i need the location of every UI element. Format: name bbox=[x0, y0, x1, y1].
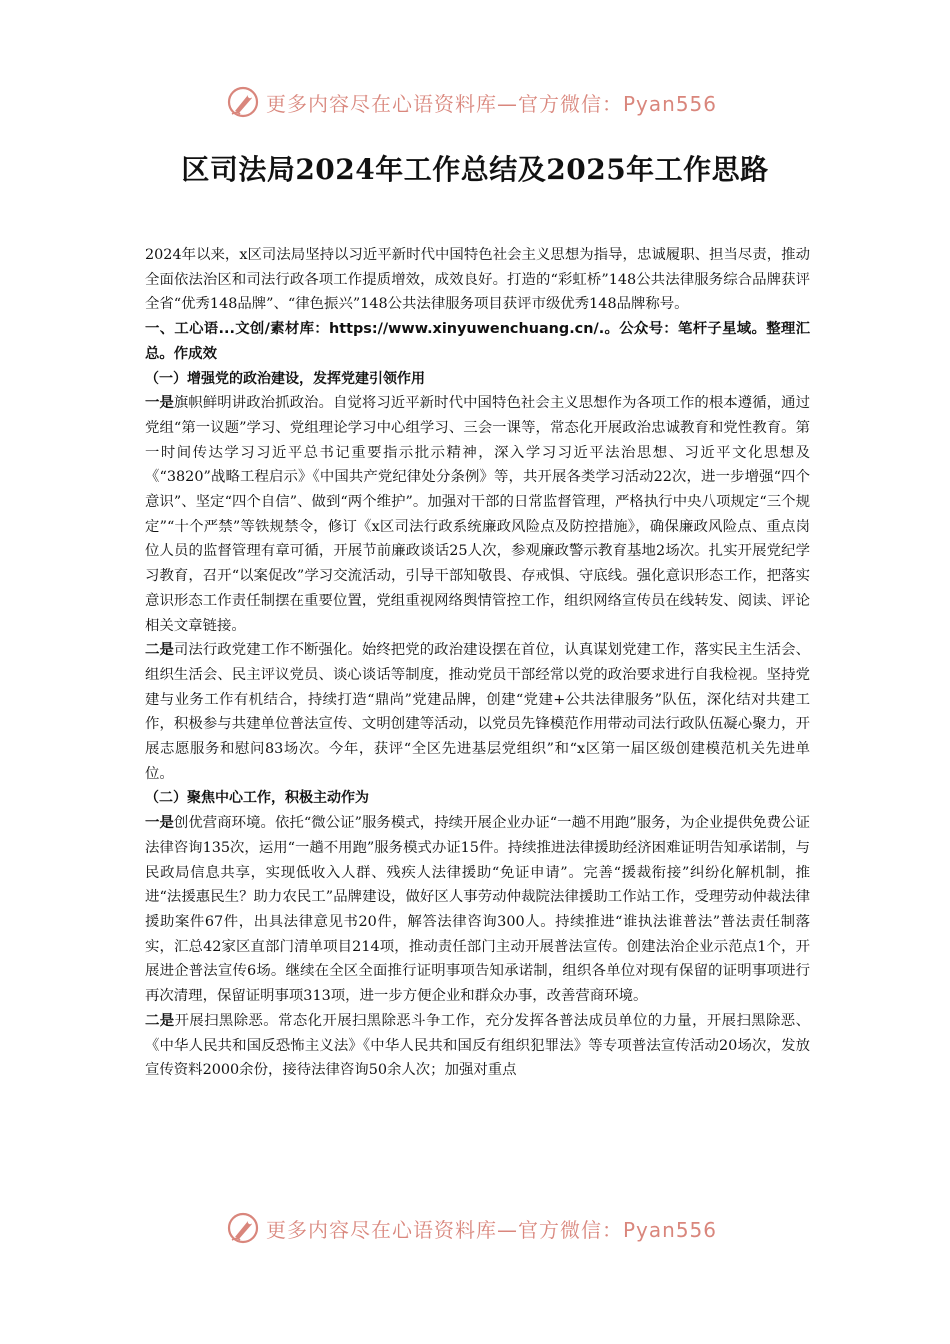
pen-nib-logo-icon bbox=[226, 85, 260, 119]
subsection-heading-2: （二）聚焦中心工作，积极主动作为 bbox=[145, 790, 369, 807]
document-body bbox=[145, 243, 810, 1083]
paragraph-lead: 二是 bbox=[145, 1012, 175, 1029]
section-heading-1: 一、工心语...文创/素材库：https://www.xinyuwenchuang.cn/.。公众号：笔杆子星域。整理汇总。作成效 bbox=[145, 321, 810, 362]
paragraph-4 bbox=[145, 1009, 810, 1083]
pen-nib-logo-icon bbox=[226, 1211, 260, 1245]
paragraph-lead: 二是 bbox=[145, 642, 174, 659]
paragraph-3 bbox=[145, 811, 810, 1009]
paragraph-text: 创优营商环境。依托“微公证”服务模式，持续开展企业办证“一趟不用跑”服务，为企业提供免费公证法律咨询135次，运用“一趟不用跑”服务模式办证15件。持续推进法律援助经济困难证明告知承诺制，与民政局信息共享，实现低收入人群、残疾人法律援助“免证申请”。完善“援裁衔接”纠纷化解机制，推进“法援惠民生？助力农民工”品牌建设，做好区人事劳动仲裁院法律援助工作站工作，受理劳动仲裁法律援助案件67件，出具法律意见书20件，解答法律咨询300人。持续推进“谁执法谁普法”普法责任制落实，汇总42家区直部门清单项目214项，推动责任部门主动开展普法宣传。创建法治企业示范点1个，开展进企普法宣传6场。继续在全区全面推行证明事项告知承诺制，组织各单位对现有保留的证明事项进行再次清理，保留证明事项313项，进一步方便企业和群众办事，改善营商环境。 bbox=[145, 815, 810, 1005]
paragraph-1 bbox=[145, 391, 810, 638]
intro-paragraph: 2024年以来，x区司法局坚持以习近平新时代中国特色社会主义思想为指导，忠诚履职、担当尽责，推动全面依法治区和司法行政各项工作提质增效，成效良好。打造的“彩虹桥”148公共法律服务综合品牌获评全省“优秀148品牌”、“律色振兴”148公共法律服务项目获评市级优秀148品牌称号。 bbox=[145, 247, 810, 313]
header-banner bbox=[226, 84, 717, 120]
header-banner-text: 更多内容尽在心语资料库—官方微信：Pyan556 bbox=[266, 91, 718, 116]
subsection-heading-1: （一）增强党的政治建设，发挥党建引领作用 bbox=[145, 370, 425, 387]
paragraph-lead: 一是 bbox=[145, 395, 174, 412]
footer-banner bbox=[226, 1210, 717, 1246]
paragraph-lead: 一是 bbox=[145, 815, 174, 832]
paragraph-text: 司法行政党建工作不断强化。始终把党的政治建设摆在首位，认真谋划党建工作，落实民主生活会、组织生活会、民主评议党员、谈心谈话等制度，推动党员干部经常以党的政治要求进行自我检视。坚持党建与业务工作有机结合，持续打造“鼎尚”党建品牌，创建“党建+公共法律服务”队伍，深化结对共建工作，积极参与共建单位普法宣传、文明创建等活动，以党员先锋模范作用带动司法行政队伍凝心聚力，开展志愿服务和慰问83场次。今年，获评“全区先进基层党组织”和“x区第一届区级创建模范机关先进单位。 bbox=[145, 642, 810, 782]
document-title: 区司法局2024年工作总结及2025年工作思路 bbox=[181, 153, 769, 186]
paragraph-2 bbox=[145, 638, 810, 786]
footer-banner-text: 更多内容尽在心语资料库—官方微信：Pyan556 bbox=[266, 1217, 718, 1242]
paragraph-text: 开展扫黑除恶。常态化开展扫黑除恶斗争工作，充分发挥各普法成员单位的力量，开展扫黑除恶、《中华人民共和国反恐怖主义法》《中华人民共和国反有组织犯罪法》等专项普法宣传活动20场次，发放宣传资料2000余份，接待法律咨询50余人次；加强对重点 bbox=[145, 1012, 810, 1079]
paragraph-text: 旗帜鲜明讲政治抓政治。自觉将习近平新时代中国特色社会主义思想作为各项工作的根本遵循，通过党组“第一议题”学习、党组理论学习中心组学习、三会一课等，常态化开展政治忠诚教育和党性教育。第一时间传达学习习近平总书记重要指示批示精神，深入学习习近平法治思想、习近平文化思想及《“3820”战略工程启示》《中国共产党纪律处分条例》等，共开展各类学习活动22次，进一步增强“四个意识”、坚定“四个自信”、做到“两个维护”。加强对干部的日常监督管理，严格执行中央八项规定“三个规定”“十个严禁”等铁规禁令，修订《x区司法行政系统廉政风险点及防控措施》，确保廉政风险点、重点岗位人员的监督管理有章可循，开展节前廉政谈话25人次，参观廉政警示教育基地2场次。扎实开展党纪学习教育，召开“以案促改”学习交流活动，引导干部知敬畏、存戒惧、守底线。强化意识形态工作，把落实意识形态工作责任制摆在重要位置，党组重视网络舆情管控工作，组织网络宣传员在线转发、阅读、评论相关文章链接。 bbox=[145, 395, 810, 634]
